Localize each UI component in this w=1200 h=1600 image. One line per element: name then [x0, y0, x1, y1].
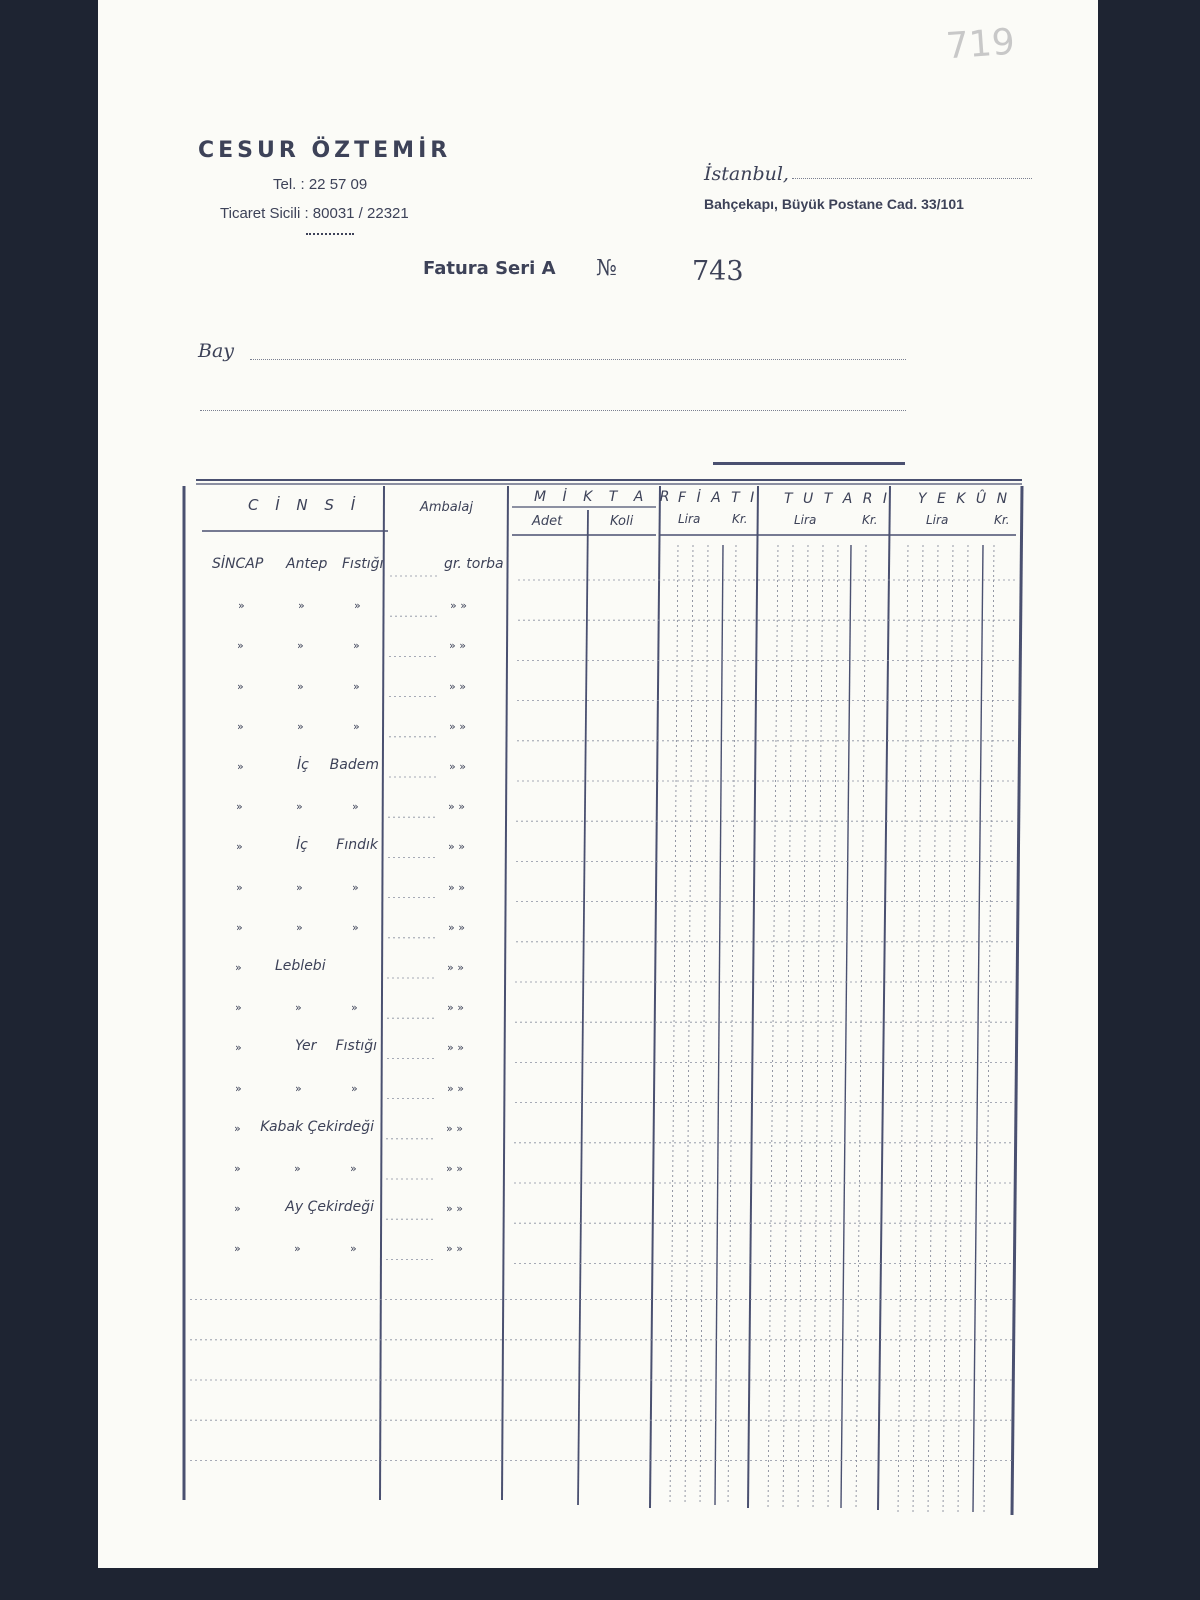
- ditto-mark: »: [236, 920, 243, 934]
- ditto-mark: »: [350, 1242, 357, 1256]
- phone-number: Tel. : 22 57 09: [273, 176, 368, 193]
- item-name: Leblebi: [275, 958, 326, 974]
- packaging-ditto: » »: [447, 961, 464, 974]
- tutari-kr: Kr.: [862, 513, 878, 527]
- ditto-mark: »: [236, 840, 243, 854]
- packaging-ditto: » »: [446, 1202, 463, 1216]
- fiati-kr: Kr.: [732, 512, 748, 526]
- item-name-part: Fındık: [336, 837, 378, 854]
- packaging-ditto: » »: [447, 1001, 464, 1015]
- number-sign: №: [596, 256, 617, 281]
- packaging-ditto: » »: [450, 599, 467, 613]
- invoice-table-grid: [98, 0, 1098, 1568]
- ditto-mark: »: [236, 880, 243, 894]
- city-label: İstanbul,: [704, 163, 789, 185]
- item-name-part: İç: [297, 757, 309, 773]
- column-header-tutari: T U T A R I: [784, 491, 891, 507]
- ditto-mark: »: [296, 800, 303, 814]
- ditto-mark: »: [352, 800, 359, 814]
- packaging-ditto: » »: [448, 920, 465, 934]
- item-name-part: Antep: [286, 556, 328, 572]
- ditto-mark: »: [235, 1041, 242, 1055]
- ditto-mark: »: [235, 961, 242, 974]
- handwritten-mark: 719: [944, 21, 1017, 68]
- packaging-ditto: » »: [446, 1162, 463, 1175]
- packaging: gr. torba: [444, 556, 504, 572]
- ditto-mark: »: [350, 1162, 357, 1175]
- ditto-mark: »: [235, 1001, 242, 1015]
- ditto-mark: »: [294, 1162, 301, 1175]
- address: Bahçekapı, Büyük Postane Cad. 33/101: [704, 196, 964, 212]
- ditto-mark: »: [353, 679, 360, 693]
- packaging-ditto: » »: [448, 840, 465, 854]
- column-header-yekun: Y E K Û N: [918, 491, 1011, 507]
- invoice-paper: [98, 0, 1098, 1568]
- ditto-mark: »: [296, 880, 303, 894]
- item-name-part: Yer: [295, 1038, 317, 1055]
- packaging-ditto: » »: [446, 1121, 463, 1135]
- ditto-mark: »: [234, 1202, 241, 1216]
- ditto-mark: »: [294, 1242, 301, 1256]
- ditto-mark: »: [295, 1081, 302, 1095]
- item-name: Ay Çekirdeği: [285, 1199, 374, 1216]
- column-header-ambalaj: Ambalaj: [420, 500, 473, 515]
- trade-registry: Ticaret Sicili : 80031 / 22321: [220, 205, 409, 222]
- item-name: Kabak Çekirdeği: [260, 1118, 374, 1135]
- yekun-kr: Kr.: [994, 513, 1010, 527]
- packaging-ditto: » »: [447, 1041, 464, 1055]
- packaging-ditto: » »: [448, 880, 465, 894]
- packaging-ditto: » »: [446, 1242, 463, 1256]
- ditto-mark: »: [237, 719, 244, 733]
- fiati-lira: Lira: [678, 512, 701, 526]
- packaging-ditto: » »: [449, 719, 466, 733]
- packaging-ditto: » »: [449, 760, 466, 773]
- item-name-part: Badem: [329, 757, 379, 773]
- yekun-lira: Lira: [926, 513, 949, 527]
- ditto-mark: »: [234, 1242, 241, 1256]
- item-name-part: Fıstığı: [342, 556, 384, 572]
- ditto-mark: »: [351, 1081, 358, 1095]
- tutari-lira: Lira: [794, 513, 817, 527]
- company-name: CESUR ÖZTEMİR: [198, 138, 452, 163]
- column-header-miktar: M İ K T A R: [534, 489, 676, 505]
- ditto-mark: »: [297, 679, 304, 693]
- column-header-adet: Adet: [532, 514, 563, 529]
- column-header-cinsi: C İ N S İ: [248, 496, 362, 514]
- ditto-mark: »: [237, 679, 244, 693]
- ditto-mark: »: [353, 719, 360, 733]
- invoice-series-label: Fatura Seri A: [423, 258, 556, 279]
- ditto-mark: »: [295, 1001, 302, 1015]
- ditto-mark: »: [297, 719, 304, 733]
- ditto-mark: »: [296, 920, 303, 934]
- ditto-mark: »: [352, 880, 359, 894]
- ditto-mark: »: [234, 1121, 241, 1135]
- customer-label: Bay: [198, 340, 235, 362]
- ditto-mark: »: [298, 599, 305, 613]
- ditto-mark: »: [353, 639, 360, 653]
- ditto-mark: »: [354, 599, 361, 613]
- ditto-mark: »: [238, 599, 245, 613]
- ditto-mark: »: [235, 1081, 242, 1095]
- column-header-fiati: F İ A T I: [678, 490, 758, 506]
- ditto-mark: »: [236, 800, 243, 814]
- ditto-mark: »: [297, 639, 304, 653]
- column-header-koli: Koli: [610, 514, 634, 529]
- packaging-ditto: » »: [449, 639, 466, 653]
- item-name-part: İç: [296, 837, 308, 854]
- invoice-number: 743: [692, 256, 744, 287]
- item-name-part: Fıstığı: [335, 1038, 377, 1055]
- ditto-mark: »: [351, 1001, 358, 1015]
- ditto-mark: »: [237, 639, 244, 653]
- item-brand: SİNCAP: [212, 556, 264, 572]
- ditto-mark: »: [352, 920, 359, 934]
- packaging-ditto: » »: [448, 800, 465, 814]
- ditto-mark: »: [234, 1162, 241, 1175]
- ditto-mark: »: [237, 760, 244, 773]
- packaging-ditto: » »: [449, 679, 466, 693]
- packaging-ditto: » »: [447, 1081, 464, 1095]
